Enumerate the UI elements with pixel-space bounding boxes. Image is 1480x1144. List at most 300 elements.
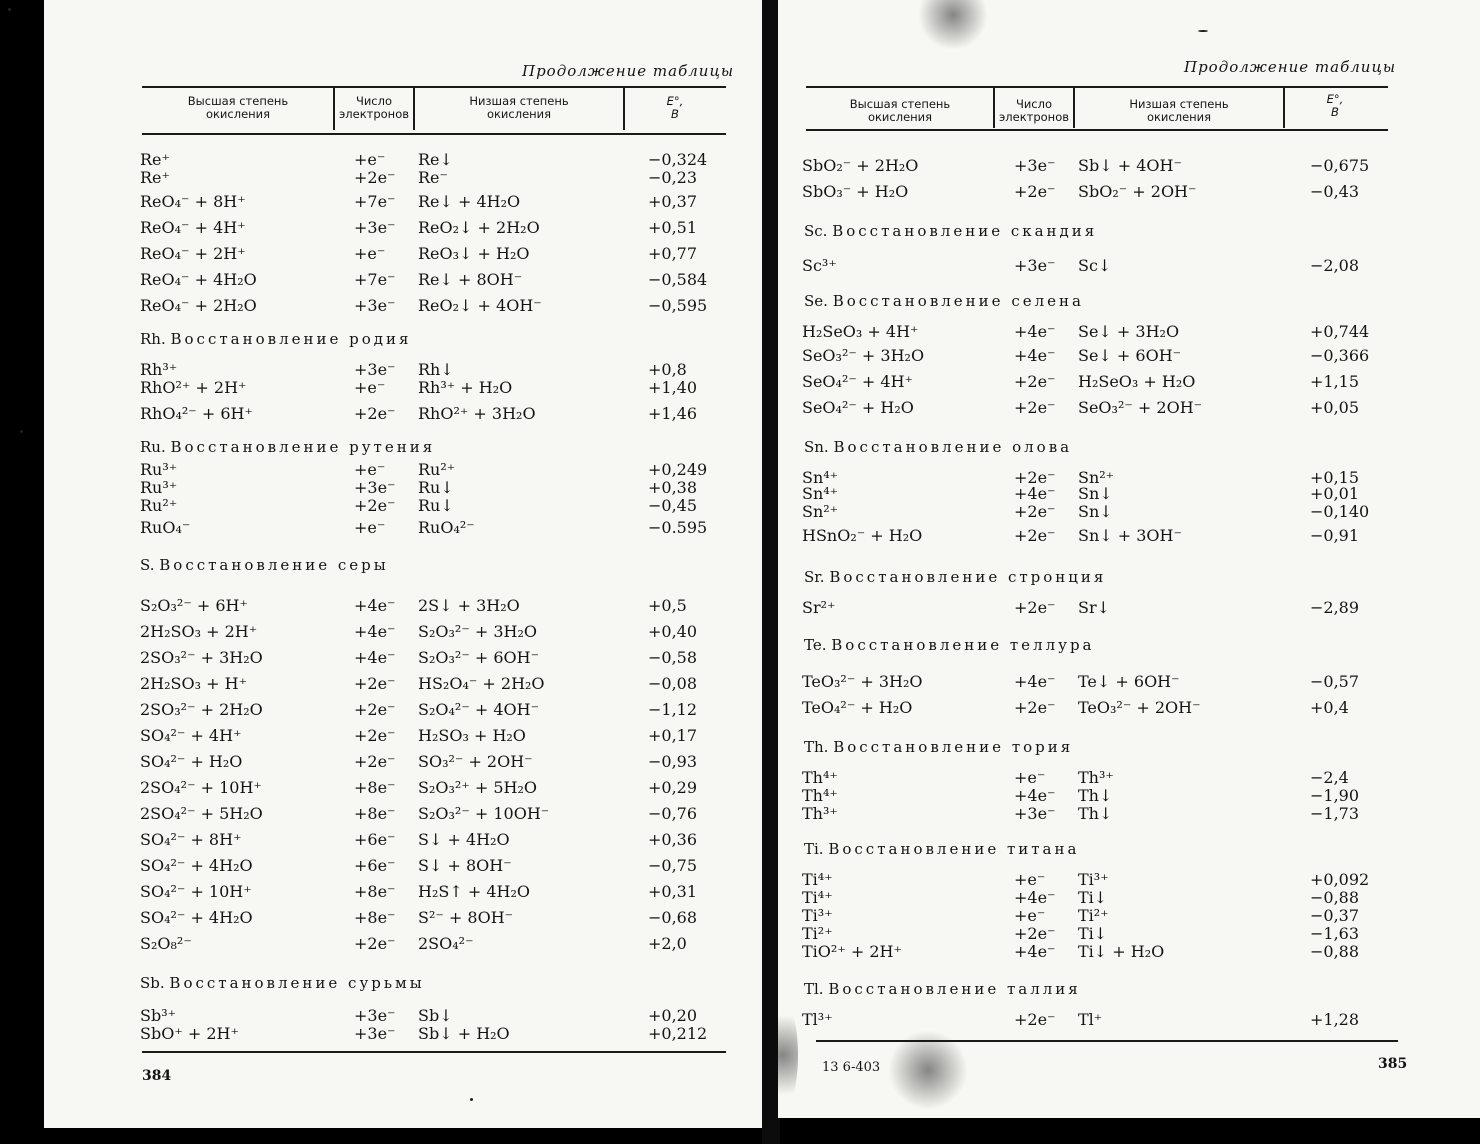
oxidized-form: Th³⁺ xyxy=(802,804,838,823)
oxidized-form: RhO²⁺ + 2H⁺ xyxy=(140,378,247,397)
electron-count: +e⁻ xyxy=(354,460,386,479)
standard-potential: +0,05 xyxy=(1310,398,1360,417)
reduced-form: Ti↓ + H₂O xyxy=(1078,942,1165,961)
print-smudge xyxy=(888,1030,968,1110)
continuation-label: Продолжение таблицы xyxy=(522,62,735,80)
section-heading xyxy=(140,556,389,574)
electron-count: +e⁻ xyxy=(1014,906,1046,925)
standard-potential: +0,15 xyxy=(1310,468,1360,487)
reduced-form: Sr↓ xyxy=(1078,598,1111,617)
reduced-form: Th³⁺ xyxy=(1078,768,1114,787)
section-heading xyxy=(804,840,1079,858)
oxidized-form: H₂SeO₃ + 4H⁺ xyxy=(802,322,919,341)
section-heading xyxy=(804,636,1095,654)
section-title: Восстановление скандия xyxy=(832,222,1098,240)
oxidized-form: RhO₄²⁻ + 6H⁺ xyxy=(140,404,253,423)
electron-count: +3e⁻ xyxy=(354,296,396,315)
left-page xyxy=(44,0,762,1128)
standard-potential: +0,01 xyxy=(1310,484,1360,503)
table-row xyxy=(44,296,762,316)
table-row xyxy=(44,1024,762,1044)
table-row xyxy=(44,830,762,850)
oxidized-form: Ti²⁺ xyxy=(802,924,833,943)
table-row xyxy=(778,502,1480,522)
reduced-form: S↓ + 8OH⁻ xyxy=(418,856,512,875)
standard-potential: +0,5 xyxy=(648,596,687,615)
electron-count: +2e⁻ xyxy=(354,674,396,693)
standard-potential: +0,77 xyxy=(648,244,698,263)
element-symbol: Th. xyxy=(804,738,834,756)
electron-count: +2e⁻ xyxy=(1014,372,1056,391)
section-heading xyxy=(804,222,1097,240)
electron-count: +2e⁻ xyxy=(1014,502,1056,521)
standard-potential: +0,37 xyxy=(648,192,698,211)
oxidized-form: SO₄²⁻ + 8H⁺ xyxy=(140,830,242,849)
standard-potential: −0,43 xyxy=(1310,182,1360,201)
table-row xyxy=(44,596,762,616)
standard-potential: −0,58 xyxy=(648,648,698,667)
oxidized-form: Sn²⁺ xyxy=(802,502,839,521)
oxidized-form: 2SO₄²⁻ + 10H⁺ xyxy=(140,778,262,797)
electron-count: +2e⁻ xyxy=(1014,182,1056,201)
reduced-form: Th↓ xyxy=(1078,786,1113,805)
header-top-rule xyxy=(142,86,726,88)
reduced-form: S↓ + 4H₂O xyxy=(418,830,510,849)
standard-potential: −1,12 xyxy=(648,700,698,719)
reduced-form: Ru↓ xyxy=(418,478,454,497)
oxidized-form: Ru³⁺ xyxy=(140,478,178,497)
section-title: Восстановление олова xyxy=(833,438,1073,456)
header-bottom-rule xyxy=(806,129,1388,131)
electron-count: +2e⁻ xyxy=(354,168,396,187)
standard-potential: −0,595 xyxy=(648,296,708,315)
electron-count: +7e⁻ xyxy=(354,192,396,211)
standard-potential: −1,63 xyxy=(1310,924,1360,943)
oxidized-form: SbO⁺ + 2H⁺ xyxy=(140,1024,239,1043)
oxidized-form: Tl³⁺ xyxy=(802,1010,833,1029)
standard-potential: +0,249 xyxy=(648,460,708,479)
oxidized-form: S₂O₈²⁻ xyxy=(140,934,192,953)
reduced-form: Sb↓ xyxy=(418,1006,453,1025)
reduced-form: ReO₂↓ + 4OH⁻ xyxy=(418,296,542,315)
reduced-form: Ti²⁺ xyxy=(1078,906,1109,925)
element-symbol: Ru. xyxy=(140,438,171,456)
oxidized-form: SO₄²⁻ + 4H⁺ xyxy=(140,726,242,745)
oxidized-form: SO₄²⁻ + H₂O xyxy=(140,752,243,771)
element-symbol: Se. xyxy=(804,292,833,310)
table-row xyxy=(44,478,762,498)
table-row xyxy=(44,674,762,694)
reduced-form: SO₃²⁻ + 2OH⁻ xyxy=(418,752,533,771)
element-symbol: Ti. xyxy=(804,840,829,858)
header-potential: E°, В xyxy=(666,94,684,121)
header-lower: Низшая степень окисления xyxy=(469,94,569,121)
reduced-form: Sb↓ + 4OH⁻ xyxy=(1078,156,1182,175)
reduced-form: ReO₂↓ + 2H₂O xyxy=(418,218,540,237)
section-title: Восстановление теллура xyxy=(831,636,1095,654)
table-row xyxy=(44,700,762,720)
section-title: Восстановление селена xyxy=(832,292,1084,310)
table-row xyxy=(778,346,1480,366)
electron-count: +3e⁻ xyxy=(354,1006,396,1025)
element-symbol: Sb. xyxy=(140,974,170,992)
electron-count: +8e⁻ xyxy=(354,908,396,927)
reduced-form: 2S↓ + 3H₂O xyxy=(418,596,520,615)
standard-potential: −2,4 xyxy=(1310,768,1349,787)
section-title: Восстановление тория xyxy=(833,738,1074,756)
reduced-form: Sn↓ xyxy=(1078,484,1113,503)
electron-count: +4e⁻ xyxy=(1014,346,1056,365)
print-speck xyxy=(1198,30,1208,32)
table-row xyxy=(44,882,762,902)
table-row xyxy=(44,934,762,954)
oxidized-form: Sc³⁺ xyxy=(802,256,837,275)
standard-potential: +0,8 xyxy=(648,360,687,379)
table-row xyxy=(44,378,762,398)
reduced-form: S₂O₃²⁻ + 3H₂O xyxy=(418,622,538,641)
table-row xyxy=(778,372,1480,392)
reduced-form: RhO²⁺ + 3H₂O xyxy=(418,404,536,423)
electron-count: +2e⁻ xyxy=(1014,598,1056,617)
oxidized-form: Re⁺ xyxy=(140,168,170,187)
header-higher: Высшая степень окисления xyxy=(187,94,289,121)
standard-potential: +1,46 xyxy=(648,404,698,423)
section-heading xyxy=(140,330,411,348)
element-symbol: Rh. xyxy=(140,330,171,348)
oxidized-form: SbO₂⁻ + 2H₂O xyxy=(802,156,919,175)
reduced-form: RuO₄²⁻ xyxy=(418,518,475,537)
standard-potential: +0,212 xyxy=(648,1024,708,1043)
printer-signature: 13 6-403 xyxy=(822,1060,881,1075)
table-row xyxy=(44,1006,762,1026)
standard-potential: −0,23 xyxy=(648,168,698,187)
standard-potential: +0,20 xyxy=(648,1006,698,1025)
oxidized-form: Th⁴⁺ xyxy=(802,786,838,805)
header-lower: Низшая степень окисления xyxy=(1129,97,1229,124)
oxidized-form: ReO₄⁻ + 2H⁺ xyxy=(140,244,246,263)
electron-count: +2e⁻ xyxy=(354,496,396,515)
table-row xyxy=(44,518,762,538)
oxidized-form: S₂O₃²⁻ + 6H⁺ xyxy=(140,596,248,615)
electron-count: +e⁻ xyxy=(1014,768,1046,787)
table-row xyxy=(44,496,762,516)
oxidized-form: Ru³⁺ xyxy=(140,460,178,479)
electron-count: +6e⁻ xyxy=(354,856,396,875)
section-heading xyxy=(140,974,425,992)
standard-potential: +0,17 xyxy=(648,726,698,745)
header-bottom-rule xyxy=(142,133,726,135)
section-heading xyxy=(804,738,1073,756)
oxidized-form: TiO²⁺ + 2H⁺ xyxy=(802,942,902,961)
section-heading xyxy=(140,438,435,456)
section-heading xyxy=(804,568,1106,586)
oxidized-form: Ti⁴⁺ xyxy=(802,870,833,889)
table-row xyxy=(778,672,1480,692)
oxidized-form: TeO₃²⁻ + 3H₂O xyxy=(802,672,923,691)
standard-potential: −2,08 xyxy=(1310,256,1360,275)
header-higher: Высшая степень окисления xyxy=(849,97,951,124)
standard-potential: −2,89 xyxy=(1310,598,1360,617)
reduced-form: HS₂O₄⁻ + 2H₂O xyxy=(418,674,545,693)
electron-count: +2e⁻ xyxy=(1014,398,1056,417)
table-row xyxy=(778,942,1480,962)
table-row xyxy=(44,622,762,642)
electron-count: +2e⁻ xyxy=(1014,468,1056,487)
right-page xyxy=(778,0,1480,1118)
oxidized-form: TeO₄²⁻ + H₂O xyxy=(802,698,913,717)
reduced-form: Sb↓ + H₂O xyxy=(418,1024,510,1043)
standard-potential: −0,91 xyxy=(1310,526,1360,545)
oxidized-form: ReO₄⁻ + 4H⁺ xyxy=(140,218,246,237)
electron-count: +e⁻ xyxy=(354,244,386,263)
reduced-form: Sn↓ xyxy=(1078,502,1113,521)
standard-potential: −0,140 xyxy=(1310,502,1370,521)
table-row xyxy=(778,526,1480,546)
table-row xyxy=(778,906,1480,926)
section-title: Восстановление таллия xyxy=(828,980,1081,998)
oxidized-form: Rh³⁺ xyxy=(140,360,178,379)
standard-potential: −0,675 xyxy=(1310,156,1370,175)
reduced-form: S₂O₄²⁻ + 4OH⁻ xyxy=(418,700,540,719)
header-electrons: Число электронов xyxy=(338,94,410,121)
table-row xyxy=(778,484,1480,504)
reduced-form: H₂SO₃ + H₂O xyxy=(418,726,526,745)
standard-potential: −0,93 xyxy=(648,752,698,771)
electron-count: +3e⁻ xyxy=(1014,256,1056,275)
table-row xyxy=(778,924,1480,944)
reduced-form: Ru²⁺ xyxy=(418,460,456,479)
reduced-form: S₂O₃²⁺ + 5H₂O xyxy=(418,778,538,797)
standard-potential: +0,4 xyxy=(1310,698,1349,717)
standard-potential: +0,51 xyxy=(648,218,698,237)
standard-potential: −1,73 xyxy=(1310,804,1360,823)
electron-count: +e⁻ xyxy=(1014,870,1046,889)
oxidized-form: Ti⁴⁺ xyxy=(802,888,833,907)
electron-count: +7e⁻ xyxy=(354,270,396,289)
standard-potential: −1,90 xyxy=(1310,786,1360,805)
table-row xyxy=(778,1010,1480,1030)
electron-count: +4e⁻ xyxy=(1014,786,1056,805)
reduced-form: Re⁻ xyxy=(418,168,448,187)
table-row xyxy=(44,192,762,212)
table-row xyxy=(44,404,762,424)
oxidized-form: SeO₄²⁻ + H₂O xyxy=(802,398,914,417)
oxidized-form: 2SO₄²⁻ + 5H₂O xyxy=(140,804,263,823)
table-row xyxy=(778,786,1480,806)
reduced-form: S₂O₃²⁻ + 10OH⁻ xyxy=(418,804,550,823)
reduced-form: Ru↓ xyxy=(418,496,454,515)
section-heading xyxy=(804,438,1072,456)
oxidized-form: Sr²⁺ xyxy=(802,598,836,617)
element-symbol: Tl. xyxy=(804,980,829,998)
table-row xyxy=(44,168,762,188)
header-electrons: Число электронов xyxy=(998,97,1070,124)
standard-potential: −0,57 xyxy=(1310,672,1360,691)
standard-potential: +0,38 xyxy=(648,478,698,497)
electron-count: +3e⁻ xyxy=(354,218,396,237)
oxidized-form: SbO₃⁻ + H₂O xyxy=(802,182,909,201)
page-number: 385 xyxy=(1378,1056,1408,1072)
table-row xyxy=(778,768,1480,788)
table-row xyxy=(44,150,762,170)
reduced-form: S₂O₃²⁻ + 6OH⁻ xyxy=(418,648,540,667)
table-row xyxy=(44,360,762,380)
standard-potential: +1,40 xyxy=(648,378,698,397)
reduced-form: Sc↓ xyxy=(1078,256,1112,275)
section-title: Восстановление стронция xyxy=(829,568,1107,586)
section-heading xyxy=(804,292,1084,310)
standard-potential: +0,36 xyxy=(648,830,698,849)
table-row xyxy=(778,804,1480,824)
table-row xyxy=(44,804,762,824)
section-title: Восстановление рутения xyxy=(170,438,436,456)
table-row xyxy=(778,888,1480,908)
oxidized-form: HSnO₂⁻ + H₂O xyxy=(802,526,923,545)
reduced-form: Ti↓ xyxy=(1078,924,1108,943)
electron-count: +4e⁻ xyxy=(354,596,396,615)
electron-count: +6e⁻ xyxy=(354,830,396,849)
reduced-form: 2SO₄²⁻ xyxy=(418,934,474,953)
print-speck xyxy=(8,8,11,11)
electron-count: +8e⁻ xyxy=(354,778,396,797)
standard-potential: −0,584 xyxy=(648,270,708,289)
electron-count: +2e⁻ xyxy=(1014,924,1056,943)
electron-count: +2e⁻ xyxy=(1014,1010,1056,1029)
electron-count: +4e⁻ xyxy=(1014,942,1056,961)
standard-potential: −0,45 xyxy=(648,496,698,515)
oxidized-form: SO₄²⁻ + 4H₂O xyxy=(140,856,253,875)
standard-potential: +0,40 xyxy=(648,622,698,641)
oxidized-form: SeO₃²⁻ + 3H₂O xyxy=(802,346,925,365)
electron-count: +2e⁻ xyxy=(354,752,396,771)
electron-count: +3e⁻ xyxy=(354,478,396,497)
table-row xyxy=(778,698,1480,718)
table-row xyxy=(778,156,1480,176)
reduced-form: Rh↓ xyxy=(418,360,454,379)
reduced-form: SbO₂⁻ + 2OH⁻ xyxy=(1078,182,1197,201)
electron-count: +4e⁻ xyxy=(354,648,396,667)
reduced-form: Sn²⁺ xyxy=(1078,468,1115,487)
table-row xyxy=(44,752,762,772)
reduced-form: Ti³⁺ xyxy=(1078,870,1109,889)
electron-count: +8e⁻ xyxy=(354,882,396,901)
standard-potential: −0.595 xyxy=(648,518,708,537)
element-symbol: Sr. xyxy=(804,568,830,586)
standard-potential: −0,76 xyxy=(648,804,698,823)
electron-count: +8e⁻ xyxy=(354,804,396,823)
reduced-form: ReO₃↓ + H₂O xyxy=(418,244,530,263)
reduced-form: Ti↓ xyxy=(1078,888,1108,907)
element-symbol: Te. xyxy=(804,636,832,654)
oxidized-form: SO₄²⁻ + 4H₂O xyxy=(140,908,253,927)
electron-count: +3e⁻ xyxy=(354,1024,396,1043)
standard-potential: +0,31 xyxy=(648,882,698,901)
oxidized-form: Sb³⁺ xyxy=(140,1006,177,1025)
section-title: Восстановление титана xyxy=(828,840,1080,858)
electron-count: +e⁻ xyxy=(354,150,386,169)
oxidized-form: Th⁴⁺ xyxy=(802,768,838,787)
standard-potential: −0,68 xyxy=(648,908,698,927)
electron-count: +3e⁻ xyxy=(1014,156,1056,175)
electron-count: +4e⁻ xyxy=(1014,672,1056,691)
table-row xyxy=(778,182,1480,202)
header-potential: E°, В xyxy=(1326,92,1344,119)
oxidized-form: Re⁺ xyxy=(140,150,170,169)
reduced-form: Re↓ xyxy=(418,150,453,169)
table-row xyxy=(778,256,1480,276)
standard-potential: −0,88 xyxy=(1310,888,1360,907)
oxidized-form: SO₄²⁻ + 10H⁺ xyxy=(140,882,252,901)
table-row xyxy=(44,648,762,668)
oxidized-form: RuO₄⁻ xyxy=(140,518,191,537)
reduced-form: Sn↓ + 3OH⁻ xyxy=(1078,526,1182,545)
reduced-form: H₂SeO₃ + H₂O xyxy=(1078,372,1196,391)
oxidized-form: Ti³⁺ xyxy=(802,906,833,925)
table-row xyxy=(778,870,1480,890)
print-speck xyxy=(470,1098,473,1101)
table-row xyxy=(44,460,762,480)
table-bottom-rule xyxy=(816,1040,1398,1042)
standard-potential: −0,08 xyxy=(648,674,698,693)
continuation-label: Продолжение таблицы xyxy=(1184,58,1397,76)
standard-potential: +1,28 xyxy=(1310,1010,1360,1029)
reduced-form: S²⁻ + 8OH⁻ xyxy=(418,908,514,927)
table-row xyxy=(778,398,1480,418)
oxidized-form: 2H₂SO₃ + 2H⁺ xyxy=(140,622,258,641)
oxidized-form: ReO₄⁻ + 4H₂O xyxy=(140,270,257,289)
standard-potential: +0,744 xyxy=(1310,322,1370,341)
electron-count: +2e⁻ xyxy=(1014,526,1056,545)
electron-count: +2e⁻ xyxy=(1014,698,1056,717)
standard-potential: +0,092 xyxy=(1310,870,1370,889)
section-title: Восстановление серы xyxy=(159,556,389,574)
page-number: 384 xyxy=(142,1068,172,1084)
table-row xyxy=(44,726,762,746)
electron-count: +e⁻ xyxy=(354,378,386,397)
oxidized-form: 2SO₃²⁻ + 2H₂O xyxy=(140,700,263,719)
standard-potential: −0,37 xyxy=(1310,906,1360,925)
standard-potential: −0,75 xyxy=(648,856,698,875)
section-heading xyxy=(804,980,1081,998)
electron-count: +4e⁻ xyxy=(1014,322,1056,341)
print-speck xyxy=(20,430,23,433)
table-row xyxy=(778,598,1480,618)
table-row xyxy=(778,322,1480,342)
electron-count: +3e⁻ xyxy=(1014,804,1056,823)
oxidized-form: SeO₄²⁻ + 4H⁺ xyxy=(802,372,913,391)
reduced-form: H₂S↑ + 4H₂O xyxy=(418,882,530,901)
reduced-form: SeO₃²⁻ + 2OH⁻ xyxy=(1078,398,1203,417)
electron-count: +2e⁻ xyxy=(354,700,396,719)
electron-count: +2e⁻ xyxy=(354,726,396,745)
print-smudge xyxy=(918,0,988,50)
reduced-form: TeO₃²⁻ + 2OH⁻ xyxy=(1078,698,1201,717)
electron-count: +e⁻ xyxy=(354,518,386,537)
element-symbol: Sc. xyxy=(804,222,833,240)
oxidized-form: ReO₄⁻ + 2H₂O xyxy=(140,296,257,315)
standard-potential: −0,324 xyxy=(648,150,708,169)
reduced-form: Se↓ + 3H₂O xyxy=(1078,322,1180,341)
oxidized-form: Ru²⁺ xyxy=(140,496,178,515)
section-title: Восстановление сурьмы xyxy=(169,974,425,992)
electron-count: +3e⁻ xyxy=(354,360,396,379)
standard-potential: −0,366 xyxy=(1310,346,1370,365)
reduced-form: Re↓ + 4H₂O xyxy=(418,192,521,211)
element-symbol: S. xyxy=(140,556,160,574)
standard-potential: +0,29 xyxy=(648,778,698,797)
table-row xyxy=(44,270,762,290)
reduced-form: Se↓ + 6OH⁻ xyxy=(1078,346,1182,365)
